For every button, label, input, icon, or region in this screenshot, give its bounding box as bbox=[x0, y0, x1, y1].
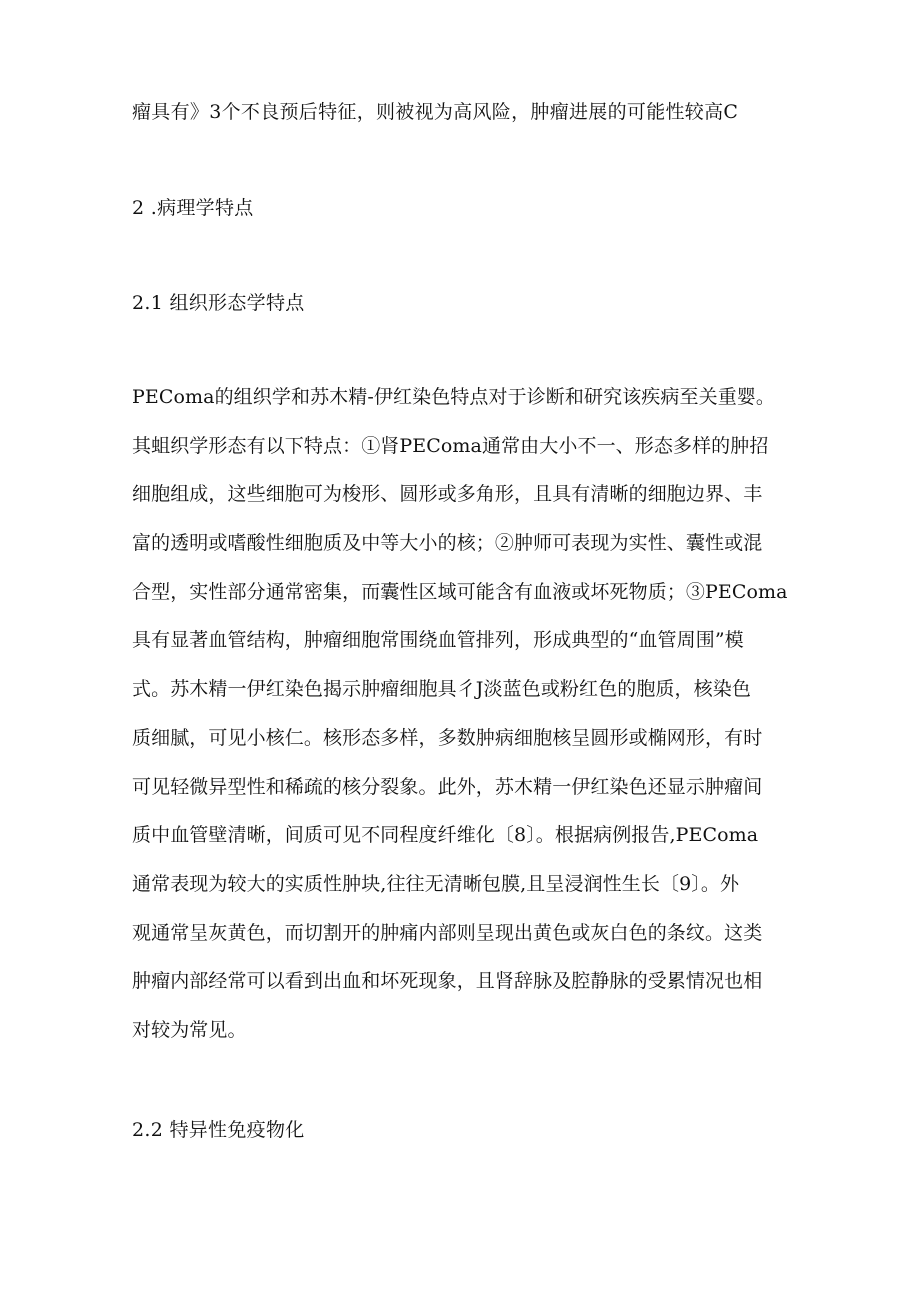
body-paragraph bbox=[132, 385, 788, 1067]
paragraph-line: 质细腻，可见小核仁。核形态多样，多数肿病细胞核呈圆形或椭网形，有时 bbox=[132, 726, 763, 749]
paragraph-line: 式。苏木精一伊红染色揭示肿瘤细胞具彳J淡蓝色或粉红色的胞质，核染色 bbox=[132, 678, 751, 701]
paragraph-line: 富的透明或嗜酸性细胞质及中等大小的核；②肿师可表现为实性、囊性或混 bbox=[132, 532, 763, 555]
paragraph-line: 合型，实性部分通常密集，而囊性区域可能含有血液或坏死物质；③PEComa bbox=[132, 580, 788, 603]
paragraph-line: 具有显著血管结构，肿瘤细胞常围绕血管排列，形成典型的“血管周围”模 bbox=[132, 629, 744, 652]
subsection-heading-immunohistochemistry: 2.2 特异性免疫物化 bbox=[132, 1119, 305, 1141]
paragraph-line: 其蛆织学形态有以下特点：①肾PEComa通常由大小不一、形态多样的肿招 bbox=[132, 434, 769, 457]
section-heading: 2 .病理学特点 bbox=[132, 197, 254, 219]
paragraph-line: 细胞组成，这些细胞可为梭形、圆形或多角形，且具有清晰的细胞边界、丰 bbox=[132, 483, 763, 506]
paragraph-line: 质中血管壁清晰，间质可见不同程度纤维化〔8〕。根据病例报告,PEComa bbox=[132, 824, 759, 847]
paragraph-line: 可见轻微异型性和稀疏的核分裂象。此外，苏木精一伊红染色还显示肿瘤间 bbox=[132, 775, 763, 798]
paragraph-line: PEComa的组织学和苏木精-伊红染色特点对于诊断和研究该疾病至关重婴。 bbox=[132, 386, 775, 408]
paragraph-line: 观通常呈灰黄色，而切割开的肿痛内部则呈现出黄色或灰白色的条纹。这类 bbox=[132, 921, 763, 944]
paragraph-line: 对较为常见。 bbox=[132, 1018, 247, 1041]
paragraph-line: 肿瘤内部经常可以看到出血和坏死现象，且肾辞脉及腔静脉的受累情况也相 bbox=[132, 970, 763, 993]
carryover-text-line: 瘤具有》3个不良预后特征，则被视为高风险，肿瘤进展的可能性较高C bbox=[132, 101, 739, 123]
subsection-heading-histology: 2.1 组织形态学特点 bbox=[132, 292, 305, 314]
paragraph-line: 通常表现为较大的实质性肿块,往往无清晰包膜,且呈浸润性生长〔9〕。外 bbox=[132, 872, 740, 895]
